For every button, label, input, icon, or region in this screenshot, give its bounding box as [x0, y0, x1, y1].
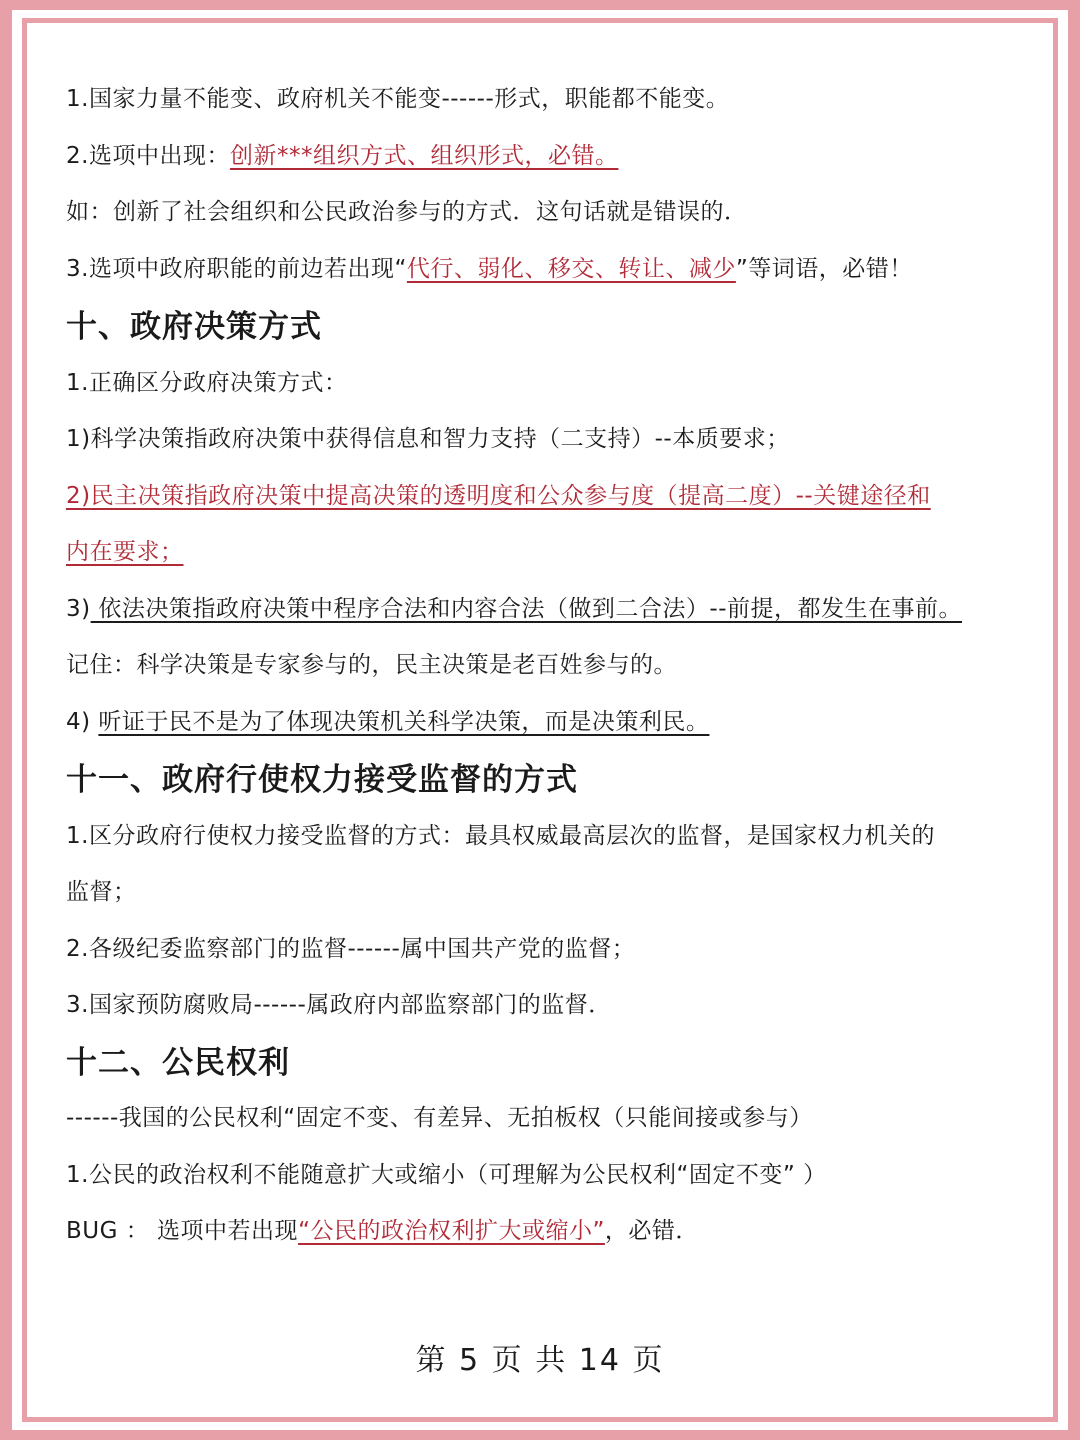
text-line-10 — [66, 703, 709, 736]
highlight-red-underlined: 代行、弱化、移交、转让、减少 — [406, 256, 736, 282]
page-number: 第 5 页 共 14 页 — [415, 1343, 665, 1378]
text-line-4-suffix: ”等词语，必错！ — [735, 256, 913, 282]
text-line-11b: 监督； — [66, 879, 137, 905]
text-line-8-prefix: 3) — [66, 596, 91, 622]
text-line-2-prefix: 2.选项中出现： — [66, 143, 230, 169]
text-line-2 — [66, 137, 618, 170]
text-line-14: ------我国的公民权利“固定不变、有差异、无拍板权（只能间接或参与） — [66, 1105, 813, 1131]
text-line-8 — [66, 590, 962, 623]
text-line-11a: 1.区分政府行使权力接受监督的方式：最具权威最高层次的监督，是国家权力机关的 — [66, 823, 935, 849]
highlight-underlined: 依法决策指政府决策中程序合法和内容合法（做到二合法）--前提，都发生在事前。 — [90, 596, 963, 622]
text-line-16 — [66, 1212, 699, 1245]
text-line-15: 1.公民的政治权利不能随意扩大或缩小（可理解为公民权利“固定不变” ） — [66, 1162, 827, 1188]
highlight-underlined: 听证于民不是为了体现决策机关科学决策，而是决策利民。 — [98, 709, 710, 735]
text-line-6: 1)科学决策指政府决策中获得信息和智力支持（二支持）--本质要求； — [66, 426, 790, 452]
text-line-5: 1.正确区分政府决策方式： — [66, 370, 348, 396]
text-line-4-prefix: 3.选项中政府职能的前边若出现“ — [66, 256, 407, 282]
text-line-13: 3.国家预防腐败局------属政府内部监察部门的监督． — [66, 992, 612, 1018]
text-line-4 — [66, 250, 913, 283]
text-line-7b: 内在要求； — [66, 539, 184, 565]
text-line-12: 2.各级纪委监察部门的监督------属中国共产党的监督； — [66, 936, 636, 962]
text-line-7a: 2)民主决策指政府决策中提高决策的透明度和公众参与度（提高二度）--关键途径和 — [66, 483, 931, 509]
text-line-10-prefix: 4) — [66, 709, 99, 735]
text-line-16-suffix: ，必错． — [604, 1218, 699, 1244]
text-line-9: 记住：科学决策是专家参与的，民主决策是老百姓参与的。 — [66, 652, 677, 678]
section-heading-11: 十一、政府行使权力接受监督的方式 — [66, 762, 578, 798]
section-heading-10: 十、政府决策方式 — [66, 309, 322, 345]
text-line-3: 如：创新了社会组织和公民政治参与的方式．这句话就是错误的． — [66, 199, 748, 225]
section-heading-12: 十二、公民权利 — [66, 1045, 290, 1081]
text-line-16-prefix: BUG ： 选项中若出现 — [66, 1218, 299, 1244]
text-line-1: 1.国家力量不能变、政府机关不能变------形式，职能都不能变。 — [66, 86, 730, 112]
highlight-red-underlined: “公民的政治权利扩大或缩小” — [298, 1218, 605, 1244]
highlight-red-underlined: 创新***组织方式、组织形式，必错。 — [229, 143, 619, 169]
